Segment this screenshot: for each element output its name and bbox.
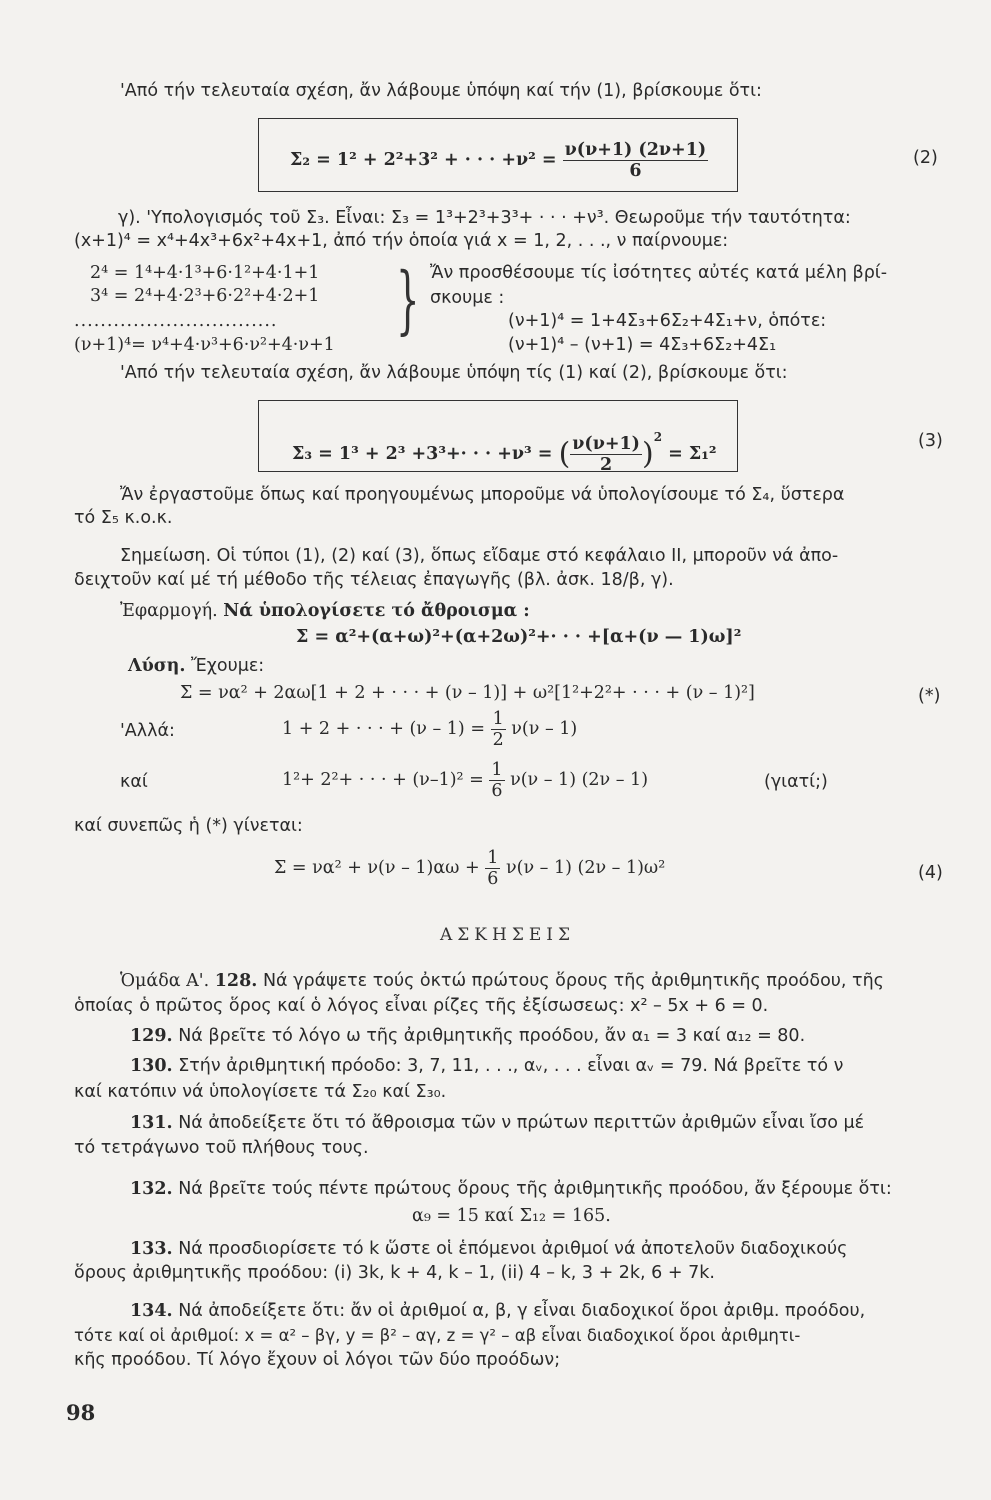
exercise-134-text-2: τότε καί οἱ ἀριθμοί: x = α² – βγ, y = β² – αγ, z = γ² – αβ εἶναι διαδοχικοί ὅροι ἀριθμητι-	[74, 1326, 801, 1345]
step-2-lhs: 1 + 2 + · · · + (ν – 1) =	[282, 719, 485, 739]
solution-label: Λύση.	[128, 656, 186, 676]
exercise-134-number: 134.	[130, 1301, 173, 1321]
solution-step-2	[282, 709, 577, 750]
exercise-134-text-3: κῆς προόδου. Τί λόγο ἔχουν οἱ λόγοι τῶν δύο προόδων;	[74, 1350, 561, 1370]
continue-text-2: τό Σ₅ κ.ο.κ.	[74, 508, 173, 528]
sum-result-1: (ν+1)⁴ = 1+4Σ₃+6Σ₂+4Σ₁+ν, ὁπότε:	[508, 311, 827, 331]
exercise-131-number: 131.	[130, 1113, 173, 1133]
sum-text-2: σκουμε :	[430, 288, 505, 308]
equation-3-rhs: = Σ₁²	[668, 444, 717, 464]
and-label: καί	[120, 772, 148, 792]
exercise-131-text-2: τό τετράγωνο τοῦ πλήθους τους.	[74, 1138, 369, 1158]
step-4-rhs: ν(ν – 1) (2ν – 1)ω²	[505, 858, 666, 878]
solution-step-1: Σ = να² + 2αω[1 + 2 + · · · + (ν – 1)] + ω²[1²+2²+ · · · + (ν – 1)²]	[180, 683, 755, 703]
solution-text: Ἔχουμε:	[191, 656, 265, 676]
step-3-denominator: 6	[491, 781, 503, 801]
exercise-133-text-2: ὅρους ἀριθμητικῆς προόδου: (i) 3k, k + 4, k – 1, (ii) 4 – k, 3 + 2k, 6 + 7k.	[74, 1263, 715, 1283]
application-sum: Σ = α²+(α+ω)²+(α+2ω)²+· · · +[α+(ν — 1)ω]²	[296, 627, 742, 647]
step-3-fraction	[489, 760, 504, 801]
exercise-133-number: 133.	[130, 1239, 173, 1259]
step-2-fraction	[491, 709, 506, 750]
exercise-130-text-1: Στήν ἀριθμητική πρόοδο: 3, 7, 11, . . ., αᵥ, . . . εἶναι αᵥ = 79. Νά βρεῖτε τό ν	[178, 1056, 844, 1076]
equation-3-numerator: ν(ν+1)	[572, 434, 640, 454]
exercise-130-number: 130.	[130, 1056, 173, 1076]
exercise-131-text-1: Νά ἀποδείξετε ὅτι τό ἄθροισμα τῶν ν πρώτων περιττῶν ἀριθμῶν εἶναι ἴσο μέ	[178, 1113, 865, 1133]
step-4-fraction	[485, 848, 500, 889]
identity-line: (x+1)⁴ = x⁴+4x³+6x²+4x+1, ἀπό τήν ὁποία γιά x = 1, 2, . . ., ν παίρνουμε:	[74, 231, 729, 251]
exercise-130-text-2: καί κατόπιν νά ὑπολογίσετε τά Σ₂₀ καί Σ₃₀.	[74, 1082, 447, 1102]
identity-row-2: 3⁴ = 2⁴+4·2³+6·2²+4·2+1	[90, 286, 320, 306]
solution-step-1-tag: (*)	[918, 686, 941, 706]
consequently-text: καί συνεπῶς ἡ (*) γίνεται:	[74, 816, 303, 836]
equation-3-exponent: 2	[653, 430, 663, 444]
equation-3-denominator: 2	[600, 455, 613, 475]
equation-4-tag: (4)	[918, 863, 943, 883]
equation-3-lhs: Σ₃ = 1³ + 2³ +3³+· · · +ν³ =	[292, 444, 553, 464]
exercise-134-text-1: Νά ἀποδείξετε ὅτι: ἄν οἱ ἀριθμοί α, β, γ εἶναι διαδοχικοί ὅροι ἀριθμ. προόδου,	[178, 1301, 866, 1321]
identity-row-n: (ν+1)⁴= ν⁴+4·ν³+6·ν²+4·ν+1	[74, 335, 335, 355]
step-4-denominator: 6	[487, 869, 499, 889]
equation-2-fraction	[563, 140, 709, 181]
note-line-2: δειχτοῦν καί μέ τή μέθοδο τῆς τέλειας ἐπαγωγῆς (βλ. ἀσκ. 18/β, γ).	[74, 570, 674, 590]
step-3-lhs: 1²+ 2²+ · · · + (ν–1)² =	[282, 770, 484, 790]
step-3-rhs: ν(ν – 1) (2ν – 1)	[510, 770, 649, 790]
step-4-numerator: 1	[487, 848, 499, 868]
sigma3-heading: γ). 'Υπολογισμός τοῦ Σ₃. Εἶναι: Σ₃ = 1³+2³+3³+ · · · +ν³. Θεωροῦμε τήν ταυτότητα:	[118, 208, 851, 228]
note-line-1: Σημείωση. Οἱ τύποι (1), (2) καί (3), ὅπως εἴδαμε στό κεφάλαιο II, μποροῦν νά ἀπο-	[120, 546, 839, 566]
exercise-128-text-1: Νά γράψετε τούς ὀκτώ πρώτους ὅρους τῆς ἀριθμητικῆς προόδου, τῆς	[262, 971, 884, 991]
application-label: Ἐφαρμογή.	[120, 601, 218, 621]
equation-2	[290, 140, 708, 181]
application-line	[120, 600, 530, 622]
equation-3-tag: (3)	[918, 431, 943, 451]
solution-step-3	[282, 760, 648, 801]
exercise-129-text: Νά βρεῖτε τό λόγο ω τῆς ἀριθμητικῆς προόδου, ἄν α₁ = 3 καί α₁₂ = 80.	[178, 1026, 806, 1046]
application-task: Νά ὑπολογίσετε τό ἄθροισμα :	[223, 601, 530, 621]
sum-text-1: Ἄν προσθέσουμε τίς ἰσότητες αὐτές κατά μέλη βρί-	[430, 263, 888, 283]
step-3-numerator: 1	[491, 760, 503, 780]
exercise-128-text-2: ὁποίας ὁ πρῶτος ὅρος καί ὁ λόγος εἶναι ρίζες τῆς ἐξίσωσεως: x² – 5x + 6 = 0.	[74, 996, 769, 1016]
but-label: 'Αλλά:	[120, 721, 175, 741]
equation-3-fraction	[570, 434, 642, 475]
exercise-132-text-1: Νά βρεῖτε τούς πέντε πρώτους ὅρους τῆς ἀριθμητικῆς προόδου, ἄν ξέρουμε ὅτι:	[178, 1179, 892, 1199]
exercise-130	[130, 1055, 843, 1077]
equation-2-denominator: 6	[629, 161, 642, 181]
exercise-129-number: 129.	[130, 1026, 173, 1046]
step-4-lhs: Σ = να² + ν(ν – 1)αω +	[274, 858, 480, 878]
page-number: 98	[66, 1400, 96, 1425]
equation-3: Σ₃ = 1³ + 2³ +3³+· · · +ν³ = ( $\frac{\nu(\nu+1)}{2}$ )$^2$ = Σ₁²	[292, 430, 717, 475]
continue-text-1: Ἄν ἐργαστοῦμε ὅπως καί προηγουμένως μποροῦμε νά ὑπολογίσουμε τό Σ₄, ὕστερα	[120, 485, 845, 505]
intro-text: 'Από τήν τελευταία σχέση, ἄν λάβουμε ὑπόψη καί τήν (1), βρίσκουμε ὅτι:	[120, 81, 762, 101]
identity-row-1: 2⁴ = 1⁴+4·1³+6·1²+4·1+1	[90, 263, 320, 283]
exercise-134	[130, 1300, 865, 1322]
right-brace: }	[396, 257, 420, 343]
intro-text-2: 'Από τήν τελευταία σχέση, ἄν λάβουμε ὑπόψη τίς (1) καί (2), βρίσκουμε ὅτι:	[120, 363, 788, 383]
exercise-132-text-2: α₉ = 15 καί Σ₁₂ = 165.	[412, 1206, 611, 1226]
step-2-numerator: 1	[492, 709, 504, 729]
exercise-131	[130, 1112, 864, 1134]
equation-2-numerator: ν(ν+1) (2ν+1)	[564, 140, 707, 160]
why-text: (γιατί;)	[764, 772, 828, 792]
exercises-header: ΑΣΚΗΣΕΙΣ	[440, 925, 575, 945]
exercise-133	[130, 1238, 847, 1260]
exercise-133-text-1: Νά προσδιορίσετε τό k ὥστε οἱ ἑπόμενοι ἀριθμοί νά ἀποτελοῦν διαδοχικούς	[178, 1239, 848, 1259]
step-2-denominator: 2	[492, 730, 504, 750]
sum-result-2: (ν+1)⁴ – (ν+1) = 4Σ₃+6Σ₂+4Σ₁	[508, 335, 777, 355]
exercise-132	[130, 1178, 892, 1200]
exercise-128-number: 128.	[214, 971, 258, 991]
equation-2-tag: (2)	[913, 148, 938, 168]
solution-line	[128, 655, 264, 677]
identity-dots: ...............................	[74, 311, 278, 331]
exercise-132-number: 132.	[130, 1179, 173, 1199]
group-label: Ὁμάδα Α'.	[120, 971, 210, 991]
equation-2-lhs: Σ₂ = 1² + 2²+3² + · · · +ν² =	[290, 150, 557, 170]
exercise-128	[120, 970, 884, 992]
step-2-rhs: ν(ν – 1)	[511, 719, 578, 739]
exercise-129	[130, 1025, 805, 1047]
solution-step-4	[274, 848, 665, 889]
